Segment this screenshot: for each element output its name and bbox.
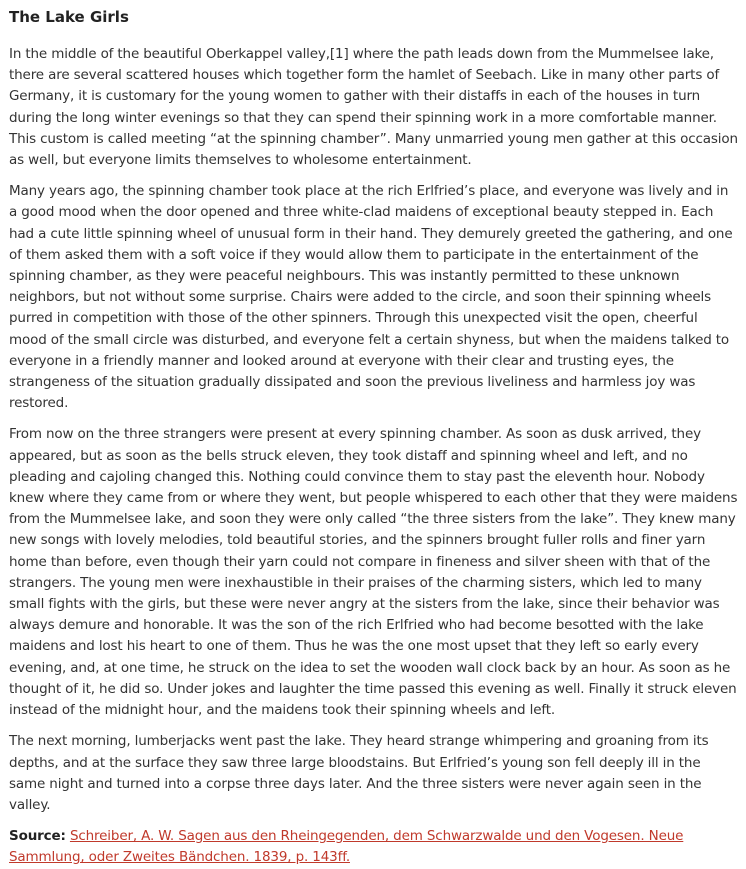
article-title: The Lake Girls [9,8,129,26]
paragraph-2: Many years ago, the spinning chamber took place at the rich Erlfried’s place, and everyone was lively and in a good mood when the door opened and three white-clad maidens of exceptional beauty stepped in. Each had a cute little spinning wheel of unusual form in their hand. They demurely greeted the gathering, and one of them asked them with a soft voice if they would allow them to participate in the entertainment of the spinning chamber, as they were peaceful neighbours. This was instantly permitted to these unknown neighbors, but not without some surprise. Chairs were added to the circle, and soon their spinning wheels purred in competition with those of the other spinners. Through this unexpected visit the open, cheerful mood of the small circle was disturbed, and everyone felt a certain shyness, but when the maidens talked to everyone in a friendly manner and looked around at everyone with their clear and trusting eyes, the strangeness of the situation gradually dissipated and soon the previous liveliness and harmless joy was restored. [9,183,733,412]
source-line [9,826,738,868]
paragraph-1: In the middle of the beautiful Oberkappel valley,[1] where the path leads down from the Mummelsee lake, there are several scattered houses which together form the hamlet of Seebach. Like in many other parts of Germany, it is customary for the young women to gather with their distaffs in each of the houses in turn during the long winter evenings so that they can spend their spinning work in a more comfortable manner. This custom is called meeting “at the spinning chamber”. Many unmarried young men gather at this occasion as well, but everyone limits themselves to wholesome entertainment. [9,46,738,169]
paragraph-3: From now on the three strangers were present at every spinning chamber. As soon as dusk arrived, they appeared, but as soon as the bells struck eleven, they took distaff and spinning wheel and left, and no pleading and cajoling changed this. Nothing could convince them to stay past the eleventh hour. Nobody knew where they came from or where they went, but people whispered to each other that they were maidens from the Mummelsee lake, and soon they were only called “the three sisters from the lake”. They knew many new songs with lovely melodies, told beautiful stories, and the spinners brought fuller rolls and finer yarn home than before, even though their yarn could not compare in fineness and silver sheen with that of the strangers. The young men were inexhaustible in their praises of the charming sisters, which led to many small fights with the girls, but these were never angry at the sisters from the lake, since their behavior was always demure and honorable. It was the son of the rich Erlfried who had become besotted with the lake maidens and lost his heart to one of them. Thus he was the one most upset that they left so early every evening, and, at one time, he struck on the idea to set the wooden wall clock back by an hour. As soon as he thought of it, he did so. Under jokes and laughter the time passed this evening as well. Finally it struck eleven instead of the midnight hour, and the maidens took their spinning wheels and left. [9,426,738,719]
paragraph-4: The next morning, lumberjacks went past the lake. They heard strange whimpering and groaning from its depths, and at the surface they saw three large bloodstains. But Erlfried’s young son fell deeply ill in the same night and turned into a corpse three days later. And the three sisters were never again seen in the valley. [9,733,709,813]
source-label: Source: [9,828,66,845]
source-citation-link[interactable]: Schreiber, A. W. Sagen aus den Rheingegenden, dem Schwarzwalde und den Vogesen. Neue Sammlung, oder Zweites Bändchen. 1839, p. 143ff. [9,828,684,866]
